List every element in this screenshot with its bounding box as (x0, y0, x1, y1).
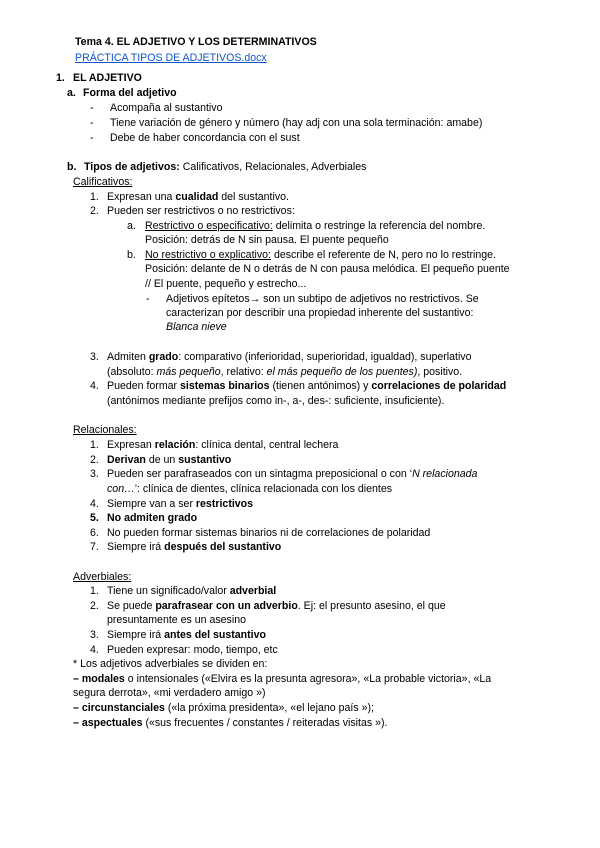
list-item: 4. Siempre van a ser restrictivos (90, 498, 254, 510)
modales-entry: – modales o intensionales («Elvira es la presunta agresora», «La probable victoria», «La (73, 673, 492, 685)
list-item: 3. Admiten grado: comparativo (inferioridad, superioridad, igualdad), superlativo (90, 351, 472, 363)
list-item: 1. Expresan relación: clínica dental, central lechera (90, 439, 339, 451)
modales-continuation: segura derrota», «mi verdadero amigo ») (73, 687, 266, 699)
epitetos-example: Blanca nieve (166, 321, 227, 333)
list-item: 4. Pueden formar sistemas binarios (tienen antónimos) y correlaciones de polaridad (90, 380, 507, 392)
list-item-continuation: (absoluto: más pequeño, relativo: el más pequeño de los puentes), positivo. (107, 366, 463, 378)
list-item: 1. Expresan una cualidad del sustantivo. (90, 191, 289, 203)
document-title: Tema 4. EL ADJETIVO Y LOS DETERMINATIVOS (75, 36, 317, 48)
subsection-b-heading: b. Tipos de adjetivos: Calificativos, Relacionales, Adverbiales (67, 161, 367, 173)
circunstanciales-entry: – circunstanciales («la próxima presidenta», «el lejano país »); (73, 702, 374, 714)
practice-file-link[interactable]: PRÁCTICA TIPOS DE ADJETIVOS.docx (75, 52, 267, 64)
sublist-item-continuation: // El puente, pequeño y estrecho... (145, 278, 307, 290)
list-item: 5. No admiten grado (90, 512, 198, 524)
list-item: - Debe de haber concordancia con el sust (90, 132, 300, 144)
relacionales-heading: Relacionales: (73, 424, 137, 436)
list-item: 6. No pueden formar sistemas binarios ni de correlaciones de polaridad (90, 527, 431, 539)
list-item: 7. Siempre irá después del sustantivo (90, 541, 282, 553)
section-heading (56, 71, 142, 86)
sublist-item-continuation: Posición: detrás de N sin pausa. El puente pequeño (145, 234, 389, 246)
list-item: 3. Pueden ser parafraseados con un sintagma preposicional o con ‘N relacionada (90, 468, 478, 480)
list-item: 2. Pueden ser restrictivos o no restrictivos: (90, 205, 295, 217)
list-item: 2. Derivan de un sustantivo (90, 454, 232, 466)
epitetos-item: - Adjetivos epítetos→ son un subtipo de adjetivos no restrictivos. Se (146, 293, 479, 305)
list-item-continuation: presuntamente es un asesino (107, 614, 246, 626)
sublist-item-continuation: Posición: delante de N o detrás de N con pausa melódica. El pequeño puente (145, 263, 510, 275)
sublist-item: b. No restrictivo o explicativo: describe el referente de N, pero no lo restringe. (127, 249, 496, 261)
list-item: 2. Se puede parafrasear con un adverbio. Ej: el presunto asesino, el que (90, 600, 446, 612)
list-item-continuation: con…’: clínica de dientes, clínica relacionada con los dientes (107, 483, 393, 495)
sublist-item: a. Restrictivo o especificativo: delimita o restringe la referencia del nombre. (127, 220, 486, 232)
section-title: EL ADJETIVO (73, 72, 142, 84)
list-item: 3. Siempre irá antes del sustantivo (90, 629, 266, 641)
list-item: - Tiene variación de género y número (hay adj con una sola terminación: amabe) (90, 117, 483, 129)
aspectuales-entry: – aspectuales («sus frecuentes / constantes / reiteradas visitas »). (73, 717, 388, 729)
epitetos-continuation: caracterizan por describir una propiedad inherente del sustantivo: (166, 307, 474, 319)
list-item: 4. Pueden expresar: modo, tiempo, etc (90, 644, 278, 656)
section-number: 1. (56, 72, 65, 84)
note-text: * Los adjetivos adverbiales se dividen en: (73, 658, 268, 670)
list-item-continuation: (antónimos mediante prefijos como in-, a-, des-: suficiente, insuficiente). (107, 395, 445, 407)
list-item: 1. Tiene un significado/valor adverbial (90, 585, 277, 597)
calificativos-heading: Calificativos: (73, 176, 133, 188)
adverbiales-heading: Adverbiales: (73, 571, 132, 583)
list-item: - Acompaña al sustantivo (90, 102, 223, 114)
subsection-a-heading: a. Forma del adjetivo (67, 87, 177, 99)
